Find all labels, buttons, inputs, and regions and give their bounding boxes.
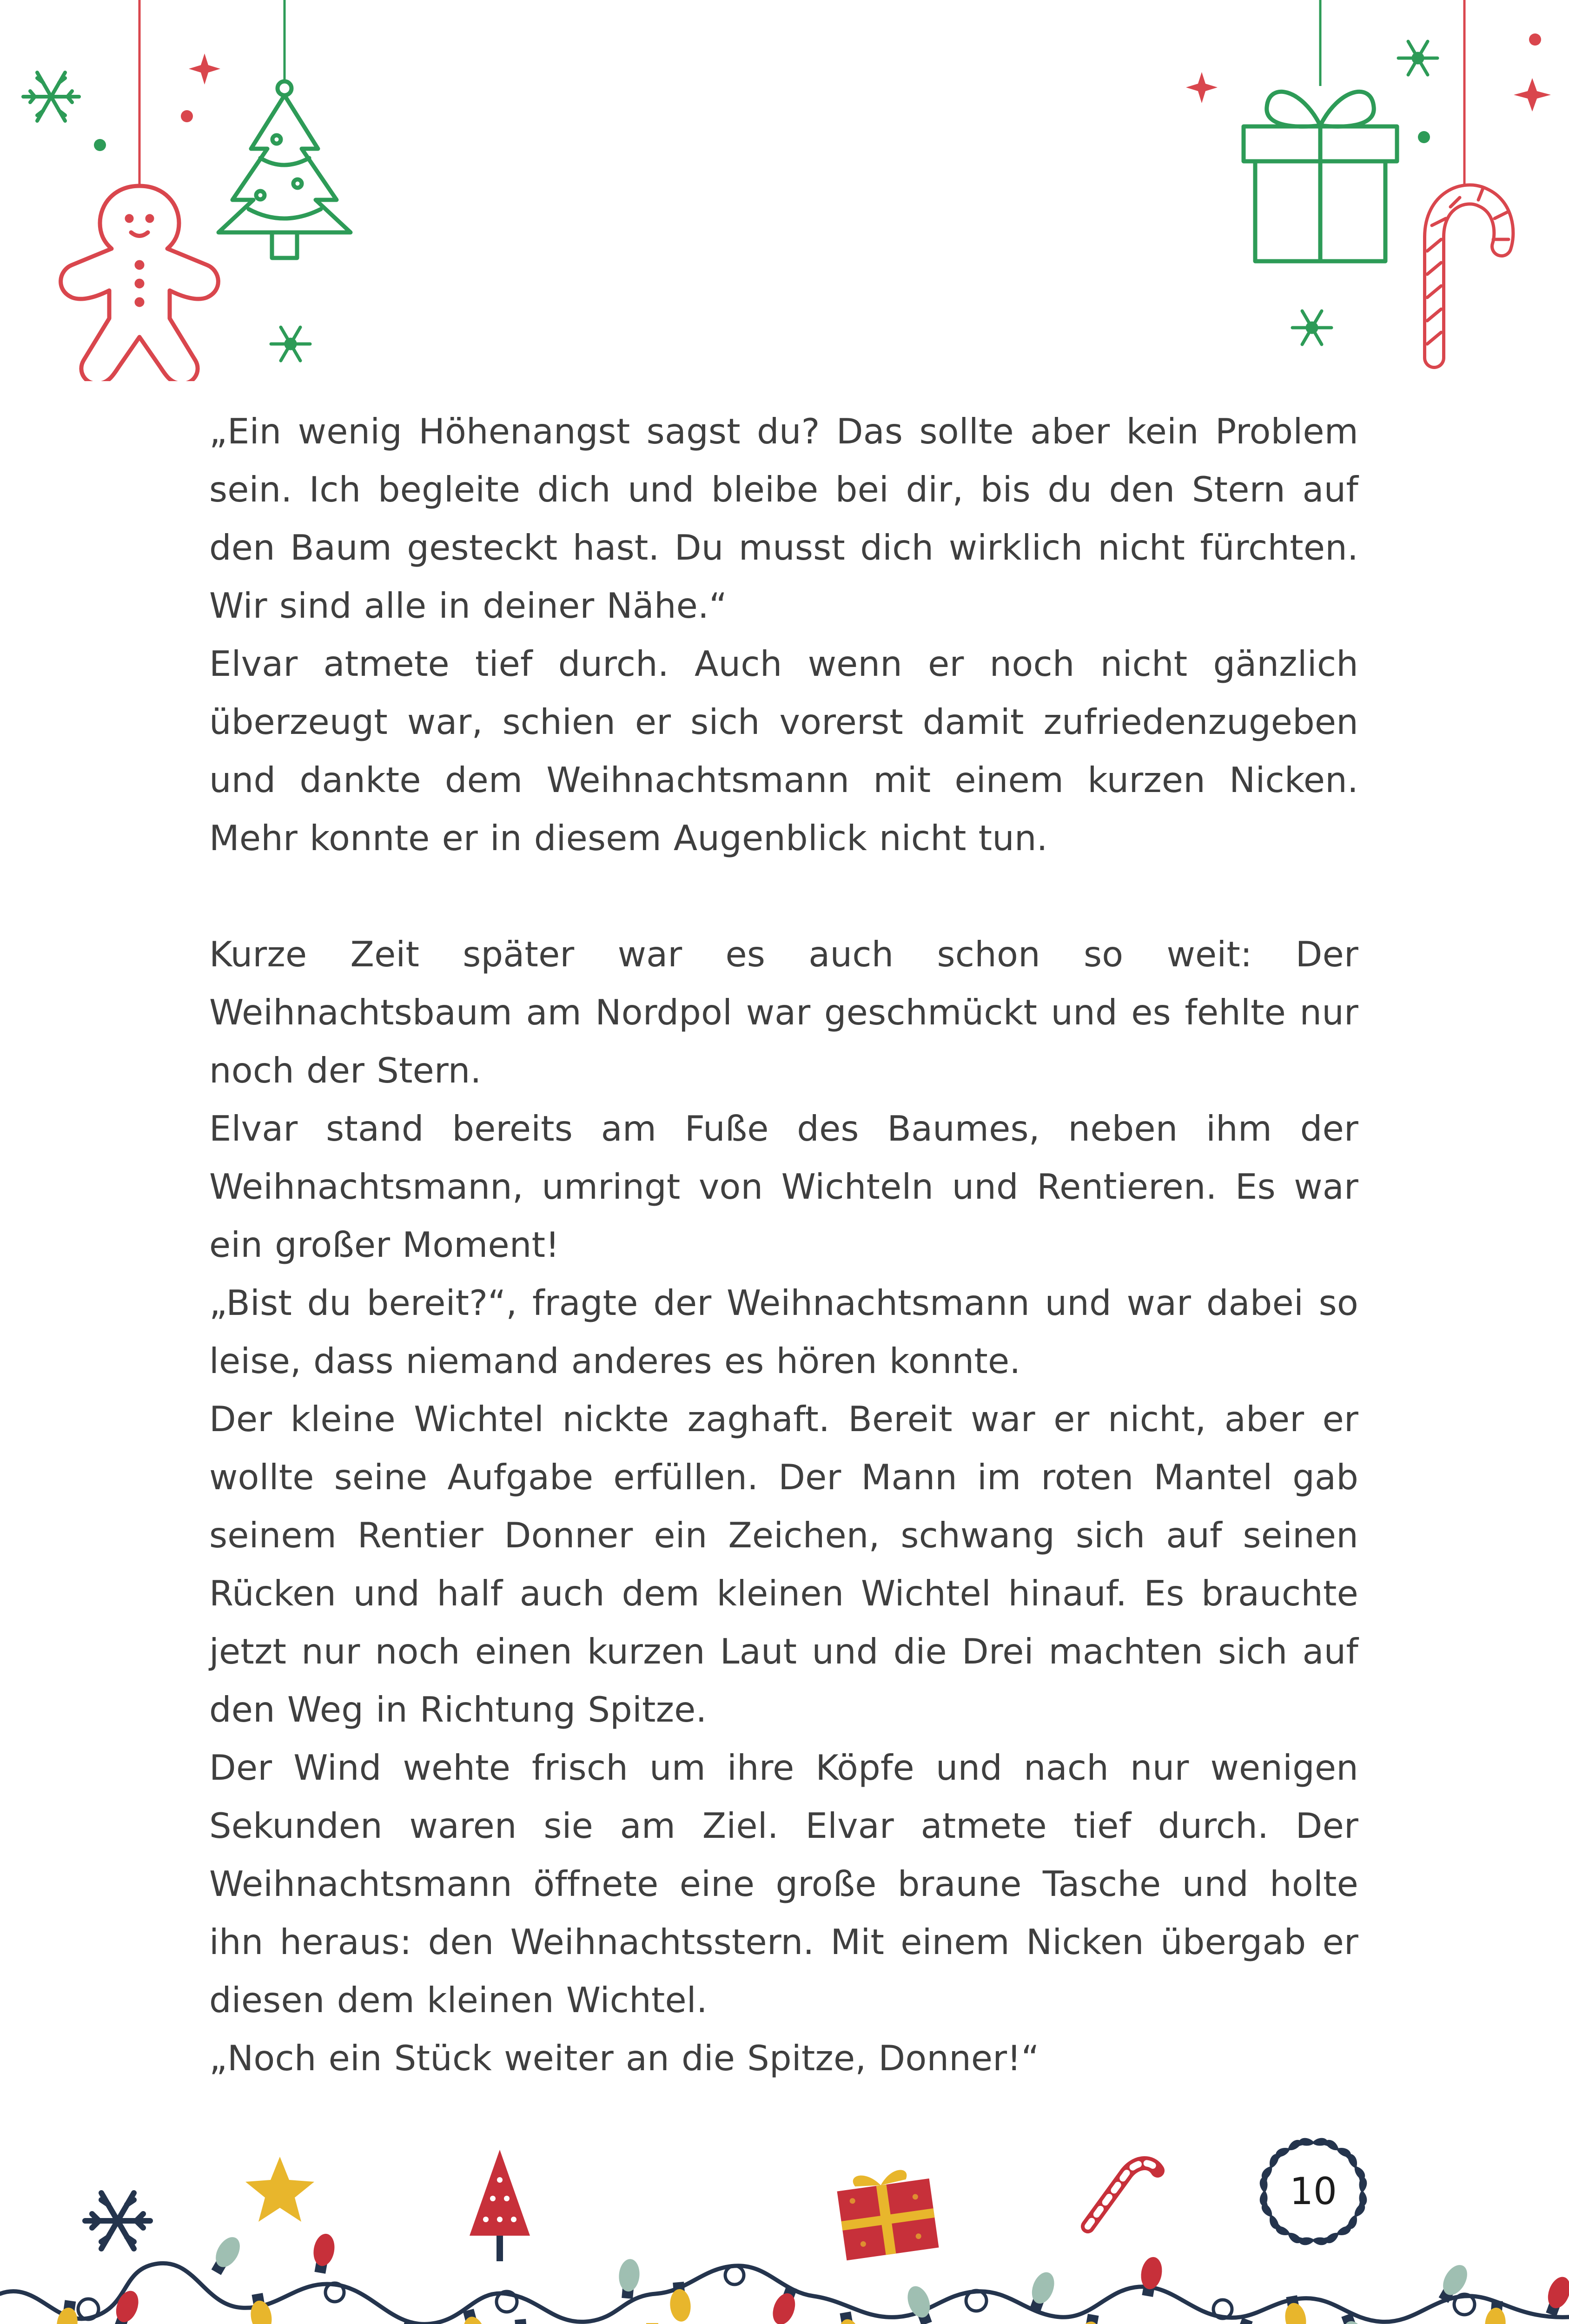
paragraph: Kurze Zeit später war es auch schon so weit: Der Weihnachtsbaum am Nordpol war geschmückt und es fehlte nur noch der Stern. bbox=[209, 934, 1358, 1091]
paragraph: Der Wind wehte frisch um ihre Köpfe und nach nur wenigen Sekunden waren sie am Ziel. Elvar atmete tief durch. Der Weihnachtsmann öffnete eine große braune Tasche und holte ihn heraus: den Weihnachtsstern. Mit einem Nicken übergab er diesen dem kleinen Wichtel. bbox=[209, 1747, 1358, 2020]
paragraph: „Ein wenig Höhenangst sagst du? Das sollte aber kein Problem sein. Ich begleite dich und bleibe bei dir, bis du den Stern auf den Baum gesteckt hast. Du musst dich wirklich nicht fürchten. Wir sind alle in deiner Nähe.“ bbox=[209, 411, 1358, 626]
snowflake-icon bbox=[85, 2193, 150, 2249]
gift-icon bbox=[835, 2166, 939, 2260]
snowflake-icon bbox=[1398, 41, 1437, 75]
paragraph: „Noch ein Stück weiter an die Spitze, Donner!“ bbox=[209, 2038, 1039, 2079]
candy-cane-icon bbox=[1427, 188, 1509, 358]
gift-box-ornament-icon bbox=[1244, 92, 1397, 261]
paragraph: „Bist du bereit?“, fragte der Weihnachtsmann und war dabei so leise, dass niemand anderes es hören konnte. bbox=[209, 1282, 1358, 1381]
top-decoration bbox=[0, 0, 1569, 381]
gingerbread-man-icon bbox=[61, 186, 218, 381]
paragraph: Elvar stand bereits am Fuße des Baumes, neben ihm der Weihnachtsmann, umringt von Wichteln und Rentieren. Es war ein großer Moment! bbox=[209, 1108, 1358, 1265]
story-text bbox=[209, 403, 1358, 2087]
page-number: 10 bbox=[1290, 2170, 1337, 2213]
paragraph: Der kleine Wichtel nickte zaghaft. Bereit war er nicht, aber er wollte seine Aufgabe erfüllen. Der Mann im roten Mantel gab seinem Rentier Donner ein Zeichen, schwang sich auf seinen Rücken und half auch dem kleinen Wichtel hinauf. Es brauchte jetzt nur noch einen kurzen Laut und die Drei machten sich auf den Weg in Richtung Spitze. bbox=[209, 1399, 1358, 1730]
candy-cane-icon bbox=[1088, 2163, 1158, 2226]
star-icon bbox=[189, 53, 1551, 112]
snowflake-icon bbox=[271, 327, 310, 361]
snowflake-icon bbox=[1292, 311, 1331, 344]
christmas-tree-ornament-icon bbox=[218, 81, 351, 258]
tree-icon bbox=[470, 2150, 530, 2261]
page-number-badge bbox=[1246, 2124, 1381, 2259]
paragraph: Elvar atmete tief durch. Auch wenn er noch nicht gänzlich überzeugt war, schien er sich vorerst damit zufriedenzugeben und dankte dem Weihnachtsmann mit einem kurzen Nicken. Mehr konnte er in diesem Augenblick nicht tun. bbox=[209, 643, 1358, 858]
snowflake-icon bbox=[23, 73, 79, 121]
